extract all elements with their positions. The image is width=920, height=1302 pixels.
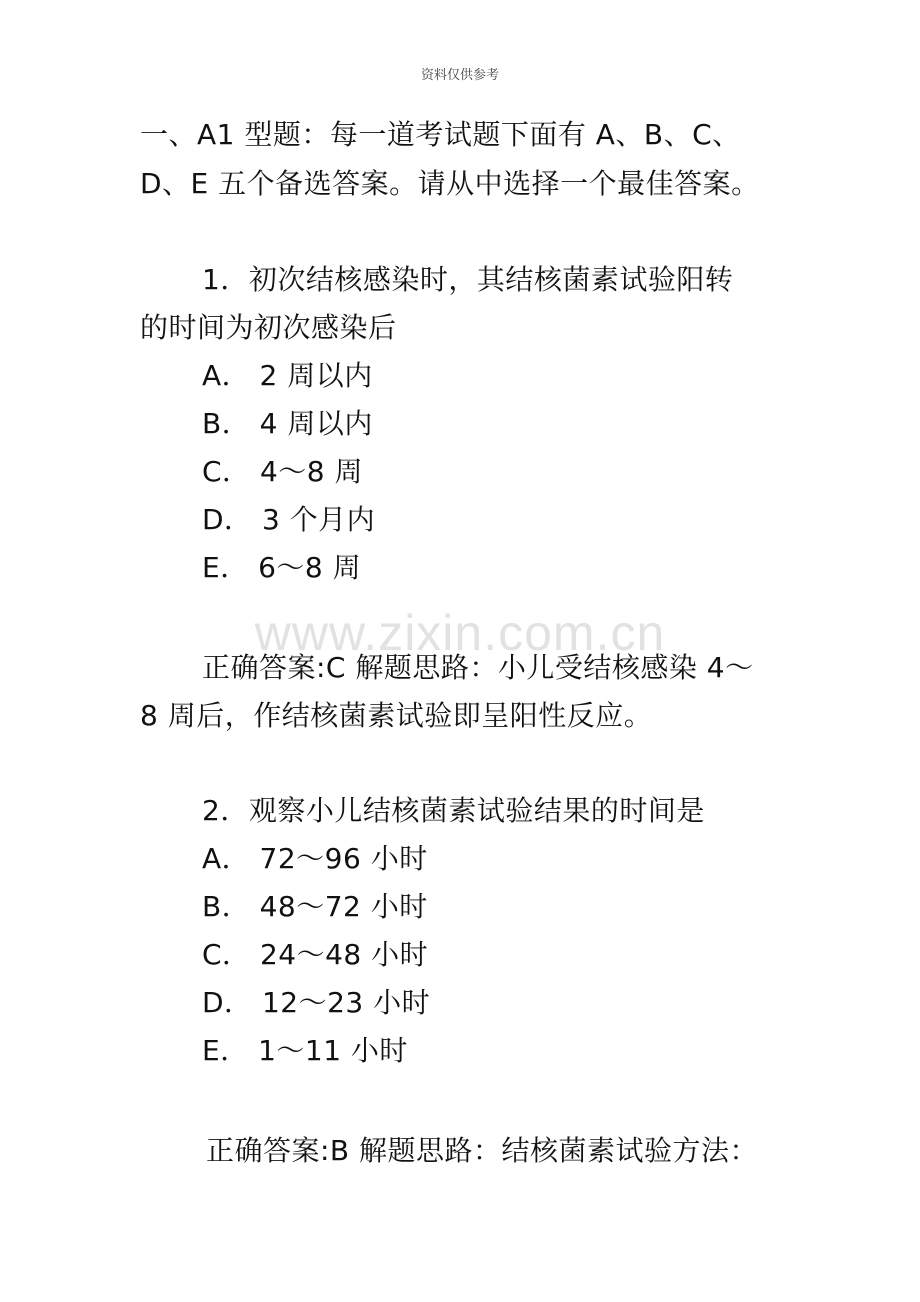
section-heading-line-1: 一、A1 型题：每一道考试题下面有 A、B、C、: [140, 118, 741, 151]
q1-answer-line-1: 正确答案:C 解题思路：小儿受结核感染 4～: [202, 651, 754, 684]
q1-option-c: C． 4～8 周: [202, 455, 363, 488]
q2-option-d: D． 12～23 小时: [202, 986, 431, 1019]
q2-option-b: B． 48～72 小时: [202, 890, 428, 923]
q2-stem-line-1: 2．观察小儿结核菌素试验结果的时间是: [202, 794, 705, 827]
q1-option-e: E． 6～8 周: [202, 551, 362, 584]
q1-option-b: B． 4 周以内: [202, 407, 373, 440]
q2-option-a: A． 72～96 小时: [202, 842, 428, 875]
q1-answer-line-2: 8 周后，作结核菌素试验即呈阳性反应。: [140, 699, 653, 732]
q1-option-a: A． 2 周以内: [202, 359, 373, 392]
watermark: www.zixin.com.cn: [254, 605, 666, 661]
q2-option-e: E． 1～11 小时: [202, 1034, 408, 1067]
q1-stem-line-2: 的时间为初次感染后: [140, 311, 397, 344]
page-header: 资料仅供参考: [420, 68, 499, 83]
q2-option-c: C． 24～48 小时: [202, 938, 429, 971]
q2-answer-line-1: 正确答案:B 解题思路：结核菌素试验方法：: [206, 1134, 759, 1167]
q1-stem-line-1: 1．初次结核感染时，其结核菌素试验阳转: [202, 263, 734, 296]
section-heading-line-2: D、E 五个备选答案。请从中选择一个最佳答案。: [140, 167, 760, 200]
q1-option-d: D． 3 个月内: [202, 503, 376, 536]
